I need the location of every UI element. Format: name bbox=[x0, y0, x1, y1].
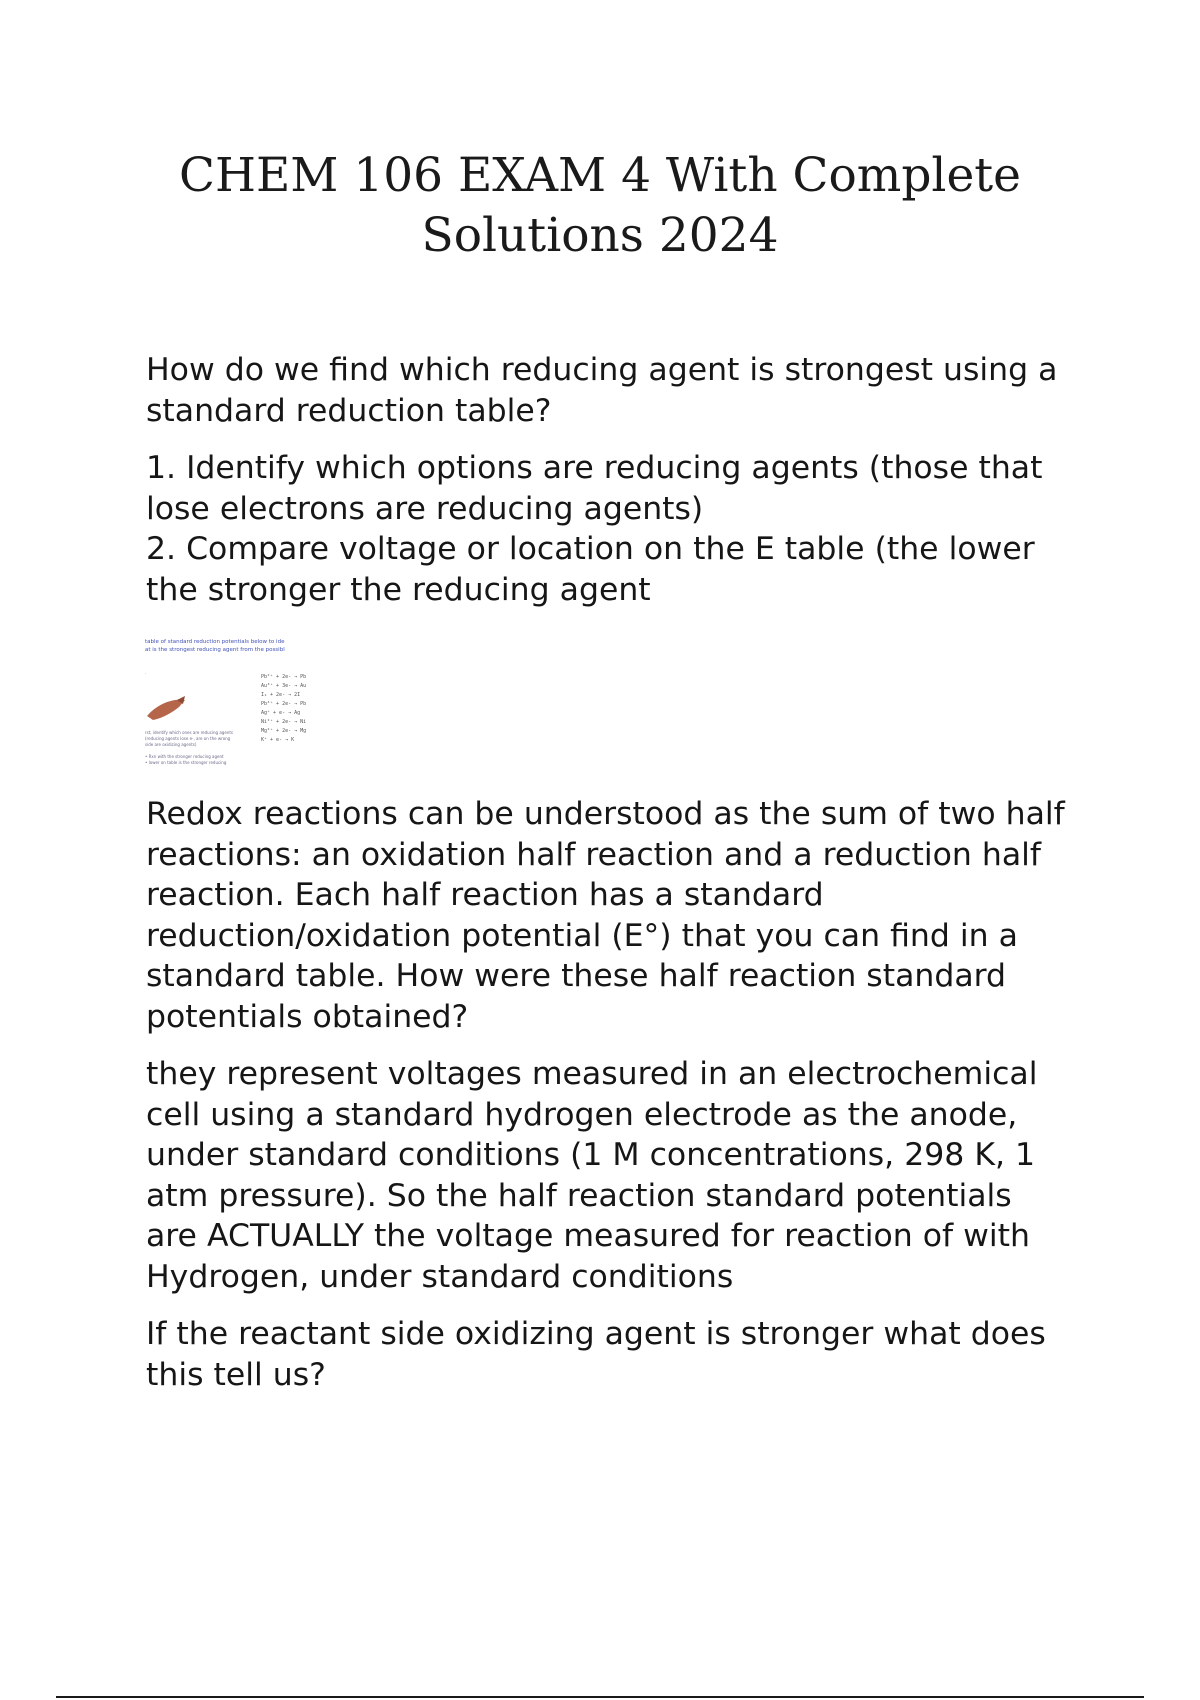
document-title bbox=[0, 146, 1200, 266]
thumb-note-line: • lower on table is the stronger reducing bbox=[145, 760, 227, 765]
text-line: reduction/oxidation potential (E°) that you can find in a bbox=[146, 917, 1018, 954]
question-oxidizing-agent bbox=[146, 1314, 1096, 1395]
thumb-equation: I₂ + 2e- → 2I bbox=[261, 692, 301, 698]
reduction-table-thumbnail bbox=[143, 634, 333, 772]
text-line: potentials obtained? bbox=[146, 998, 469, 1035]
text-line: Hydrogen, under standard conditions bbox=[146, 1258, 734, 1295]
text-line: are ACTUALLY the voltage measured for reaction of with bbox=[146, 1218, 1030, 1254]
text-line: standard table. How were these half reaction standard bbox=[146, 958, 1007, 994]
thumb-equation: Pb²⁺ + 2e- → Pb bbox=[261, 674, 307, 680]
text-line: reactions: an oxidation half reaction and a reduction half bbox=[146, 836, 1041, 873]
thumb-caption-line: table of standard reduction potentials below to ide bbox=[145, 639, 285, 645]
thumb-equation: Ni²⁺ + 2e- → Ni bbox=[261, 719, 307, 725]
text-line: lose electrons are reducing agents) bbox=[146, 490, 704, 527]
title-line: Solutions 2024 bbox=[421, 208, 779, 263]
text-line: reaction. Each half reaction has a standard bbox=[146, 877, 824, 913]
text-line: this tell us? bbox=[146, 1356, 326, 1393]
answer-reducing-agent bbox=[146, 448, 1096, 610]
question-half-reactions bbox=[146, 794, 1096, 1037]
thumb-equation: Au³⁺ + 3e- → Au bbox=[261, 683, 307, 689]
thumb-note-line: rst, identify which ones are reducing agents bbox=[145, 730, 233, 735]
text-line: How do we find which reducing agent is strongest using a bbox=[146, 352, 1058, 388]
svg-text:.: . bbox=[145, 670, 147, 675]
text-line: cell using a standard hydrogen electrode as the anode, bbox=[146, 1096, 1018, 1133]
thumb-equation: Ag⁺ + e- → Ag bbox=[261, 710, 301, 716]
pointing-hand-icon bbox=[147, 696, 185, 720]
thumb-note-line: side are oxidizing agents) bbox=[145, 742, 197, 747]
thumb-equation: Mg²⁺ + 2e- → Mg bbox=[261, 728, 307, 734]
answer-half-reactions bbox=[146, 1054, 1096, 1297]
text-line: Redox reactions can be understood as the sum of two half bbox=[146, 796, 1065, 832]
text-line: 1. Identify which options are reducing agents (those that bbox=[146, 450, 1043, 486]
text-line: they represent voltages measured in an electrochemical bbox=[146, 1056, 1038, 1092]
text-line: standard reduction table? bbox=[146, 392, 552, 429]
thumb-caption-line: at is the strongest reducing agent from the possibl bbox=[145, 647, 285, 653]
thumb-note-line: (reducing agents lose e-, are on the wrong bbox=[145, 736, 231, 741]
text-line: If the reactant side oxidizing agent is stronger what does bbox=[146, 1316, 1046, 1352]
thumb-note-line: • Rxn with the stronger reducing agent bbox=[145, 754, 224, 759]
thumb-equation: K⁺ + e- → K bbox=[261, 737, 295, 743]
title-line: CHEM 106 EXAM 4 With Complete bbox=[179, 148, 1021, 203]
text-line: under standard conditions (1 M concentrations, 298 K, 1 bbox=[146, 1137, 1036, 1173]
footer-divider bbox=[56, 1696, 1144, 1698]
text-line: the stronger the reducing agent bbox=[146, 571, 651, 608]
question-reducing-agent bbox=[146, 350, 1096, 431]
text-line: atm pressure). So the half reaction standard potentials bbox=[146, 1177, 1012, 1214]
text-line: 2. Compare voltage or location on the E table (the lower bbox=[146, 531, 1035, 567]
thumb-equation: Pb⁴⁺ + 2e- → Pb bbox=[261, 701, 307, 707]
